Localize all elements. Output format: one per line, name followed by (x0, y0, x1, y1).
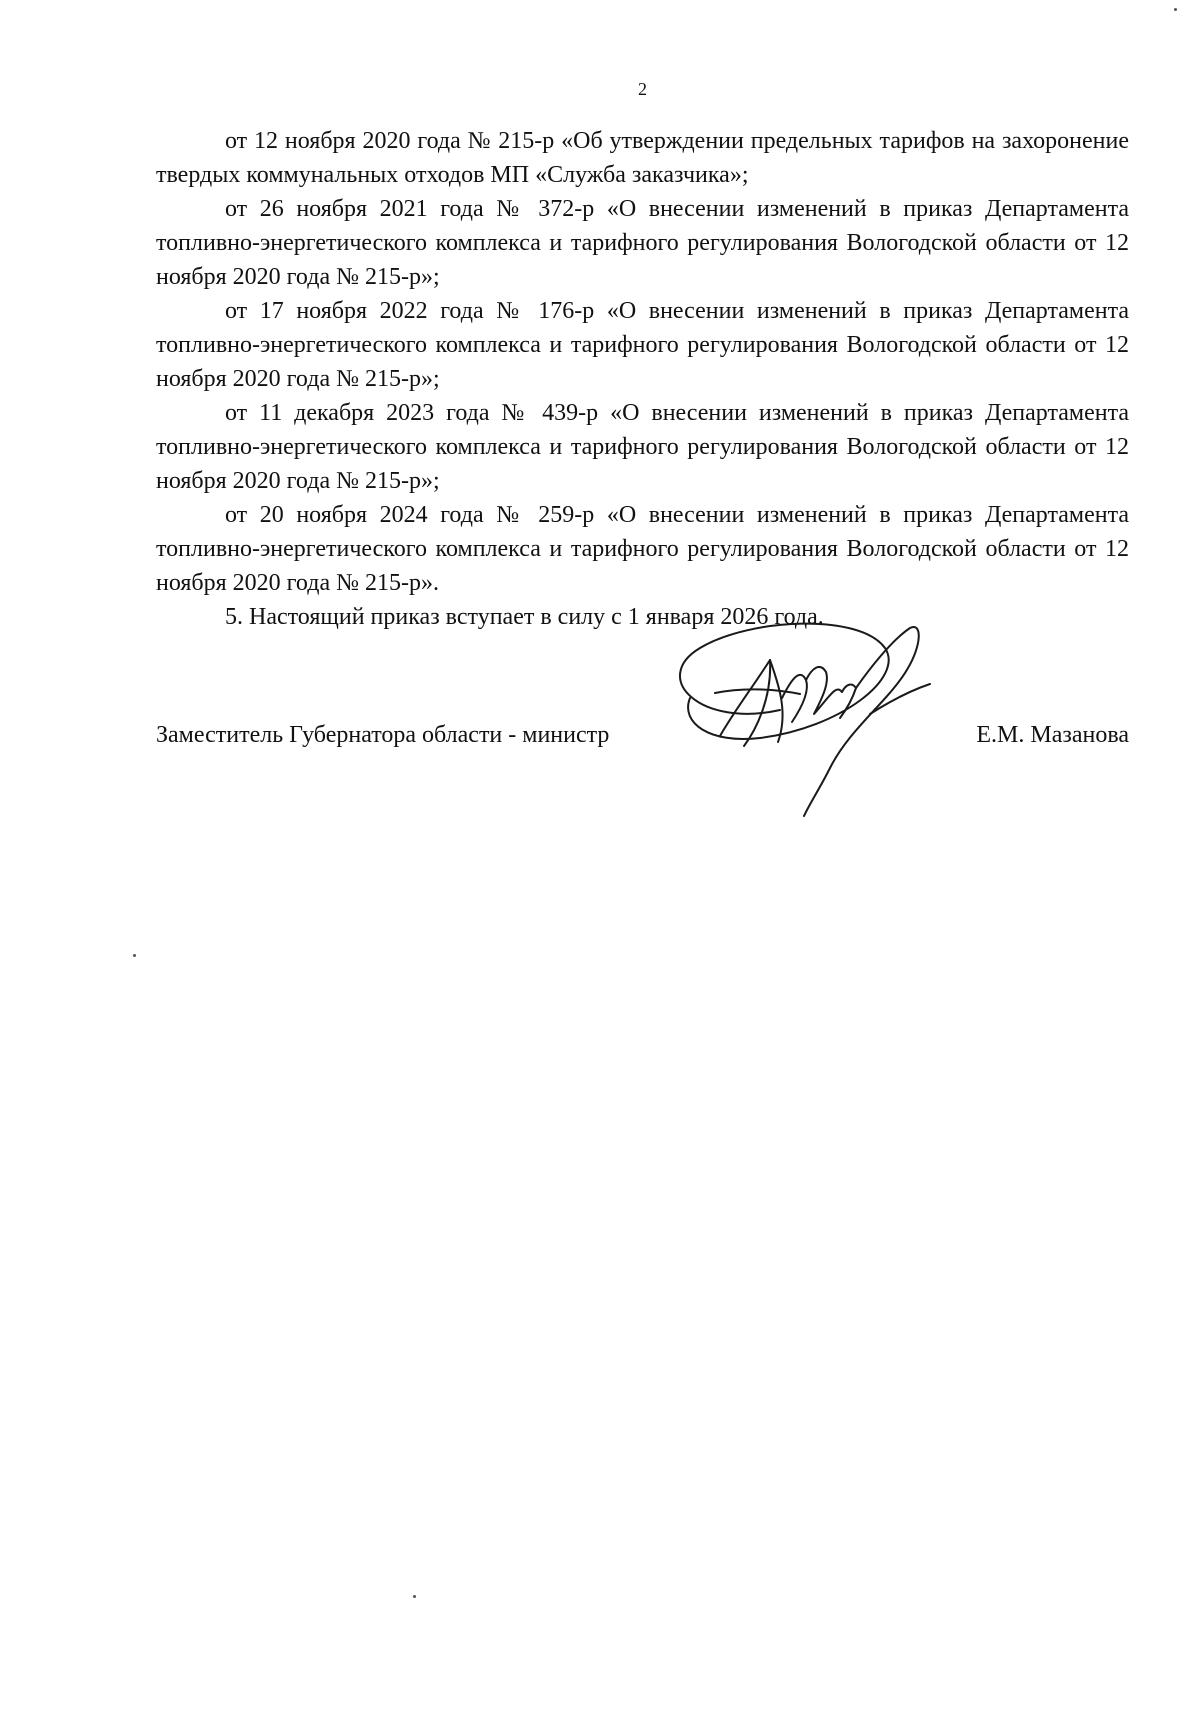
page-number: 2 (638, 79, 647, 99)
signature-block (156, 718, 1129, 752)
paragraph-order-215: от 12 ноября 2020 года № 215-р «Об утверждении предельных тарифов на захоронение твердых коммунальных отходов МП «Служба заказчика»; (156, 128, 1129, 188)
scan-speck (413, 1595, 416, 1598)
signatory-name: Е.М. Мазанова (976, 722, 1129, 748)
scan-speck (133, 954, 136, 957)
paragraph-effective-date: 5. Настоящий приказ вступает в силу с 1 января 2026 года. (225, 604, 824, 630)
scan-speck (1174, 8, 1177, 11)
paragraph-order-372: от 26 ноября 2021 года № 372-р «О внесении изменений в приказ Департамента топливно-энергетического комплекса и тарифного регулирования Вологодской области от 12 ноября 2020 года № 215-р»; (156, 196, 1129, 290)
paragraph-order-259: от 20 ноября 2024 года № 259-р «О внесении изменений в приказ Департамента топливно-энергетического комплекса и тарифного регулирования Вологодской области от 12 ноября 2020 года № 215-р». (156, 502, 1129, 596)
paragraph-order-439: от 11 декабря 2023 года № 439-р «О внесении изменений в приказ Департамента топливно-энергетического комплекса и тарифного регулирования Вологодской области от 12 ноября 2020 года № 215-р»; (156, 400, 1129, 494)
document-body (156, 124, 1129, 634)
handwritten-signature (660, 618, 980, 828)
paragraph-order-176: от 17 ноября 2022 года № 176-р «О внесении изменений в приказ Департамента топливно-энергетического комплекса и тарифного регулирования Вологодской области от 12 ноября 2020 года № 215-р»; (156, 298, 1129, 392)
signatory-position: Заместитель Губернатора области - министр (156, 722, 610, 748)
